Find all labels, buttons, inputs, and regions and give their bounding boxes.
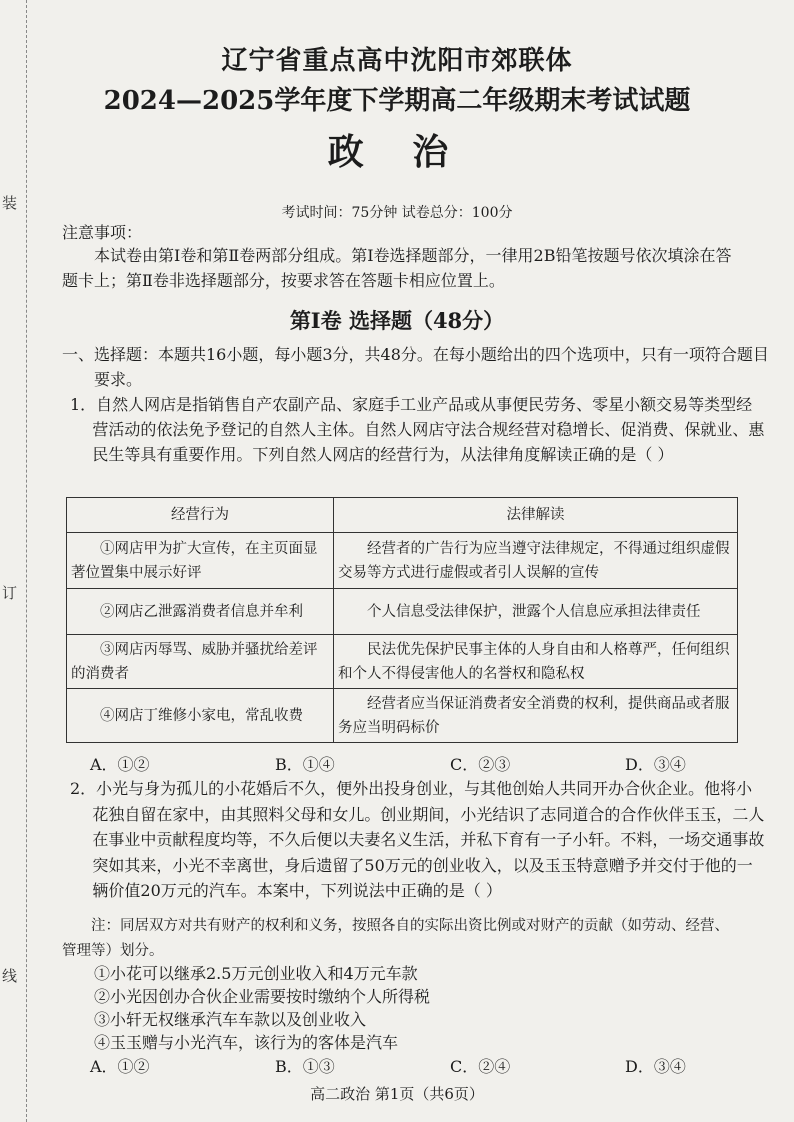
page-footer: 高二政治 第1页（共6页） xyxy=(310,1085,484,1103)
statement-item: ①小花可以继承2.5万元创业收入和4万元车款 xyxy=(94,964,418,983)
table-row xyxy=(67,635,738,689)
exam-title-line2: 2024—2025学年度下学期高二年级期末考试试题 xyxy=(103,86,691,116)
table-header-behavior: 经营行为 xyxy=(67,498,334,533)
table-cell-interpretation: 民法优先保护民事主体的人身自由和人格尊严，任何组织和个人不得侵害他人的名誉权和隐私权 xyxy=(334,635,738,689)
question-2-statements xyxy=(94,962,734,1054)
q1-option-c: C．②③ xyxy=(450,755,511,774)
section-title: 第Ⅰ卷 选择题（48分） xyxy=(289,308,505,333)
table-row xyxy=(67,589,738,635)
statement-item: ④玉玉赠与小光汽车，该行为的客体是汽车 xyxy=(94,1033,399,1052)
table-cell-behavior: ④网店丁维修小家电，常乱收费 xyxy=(67,689,334,743)
binding-mark-xian: 线 xyxy=(2,963,17,988)
notice-body: 本试卷由第Ⅰ卷和第Ⅱ卷两部分组成。第Ⅰ卷选择题部分，一律用2B铅笔按题号依次填涂在答题卡上；第Ⅱ卷非选择题部分，按要求答在答题卡相应位置上。 xyxy=(62,246,732,290)
table-header-row xyxy=(67,498,738,533)
q1-option-a: A．①② xyxy=(90,755,150,774)
table-cell-interpretation: 个人信息受法律保护，泄露个人信息应承担法律责任 xyxy=(334,589,738,635)
section-intro: 一、选择题：本题共16小题，每小题3分，共48分。在每小题给出的四个选项中，只有一项符合题目要求。 xyxy=(62,345,769,389)
statement-item: ②小光因创办合伙企业需要按时缴纳个人所得税 xyxy=(94,987,431,1006)
table-cell-behavior: ①网店甲为扩大宣传，在主页面显著位置集中展示好评 xyxy=(67,533,334,589)
q1-option-d: D．③④ xyxy=(625,755,686,774)
question-2-note: 注：同居双方对共有财产的权利和义务，按照各自的实际出资比例或对财产的贡献（如劳动、经营、管理等）划分。 xyxy=(62,918,729,959)
statement-item: ③小轩无权继承汽车车款以及创业收入 xyxy=(94,1010,367,1029)
binding-mark-zhuang: 装 xyxy=(2,190,17,215)
table-cell-behavior: ③网店丙辱骂、威胁并骚扰给差评的消费者 xyxy=(67,635,334,689)
q2-option-a: A．①② xyxy=(90,1057,150,1076)
question-2-stem: 2．小光与身为孤儿的小花婚后不久，便外出投身创业，与其他创始人共同开办合伙企业。他将小花独自留在家中，由其照料父母和女儿。创业期间，小光结识了志同道合的合作伙伴玉玉，二人在事业中贡献程度均等，不久后便以夫妻名义生活，并私下育有一子小轩。不料，一场交通事故突如其来，小光不幸离世，身后遗留了50万元的创业收入，以及玉玉特意赠予并交付于他的一辆价值20万元的汽车。本案中，下列说法中正确的是（ ） xyxy=(70,779,765,900)
table-header-interpretation: 法律解读 xyxy=(334,498,738,533)
table-cell-interpretation: 经营者应当保证消费者安全消费的权利，提供商品或者服务应当明码标价 xyxy=(334,689,738,743)
table-row xyxy=(67,689,738,743)
subject-title: 政 治 xyxy=(327,131,467,173)
question-1-stem: 1．自然人网店是指销售自产农副产品、家庭手工业产品或从事便民劳务、零星小额交易等类型经营活动的依法免予登记的自然人主体。自然人网店守法合规经营对稳增长、促消费、保就业、惠民生等具有重要作用。下列自然人网店的经营行为，从法律角度解读正确的是（ ） xyxy=(70,395,765,464)
notice-heading: 注意事项： xyxy=(62,223,143,242)
table-cell-behavior: ②网店乙泄露消费者信息并牟利 xyxy=(67,589,334,635)
q2-option-d: D．③④ xyxy=(625,1057,686,1076)
table-cell-interpretation: 经营者的广告行为应当遵守法律规定，不得通过组织虚假交易等方式进行虚假或者引人误解的宣传 xyxy=(334,533,738,589)
question-1-table xyxy=(66,497,738,743)
q2-option-b: B．①③ xyxy=(275,1057,335,1076)
q2-option-c: C．②④ xyxy=(450,1057,511,1076)
table-row xyxy=(67,533,738,589)
q1-option-b: B．①④ xyxy=(275,755,335,774)
binding-mark-ding: 订 xyxy=(2,580,17,605)
exam-title-line1: 辽宁省重点高中沈阳市郊联体 xyxy=(221,46,573,76)
exam-info: 考试时间：75分钟 试卷总分：100分 xyxy=(281,205,513,221)
